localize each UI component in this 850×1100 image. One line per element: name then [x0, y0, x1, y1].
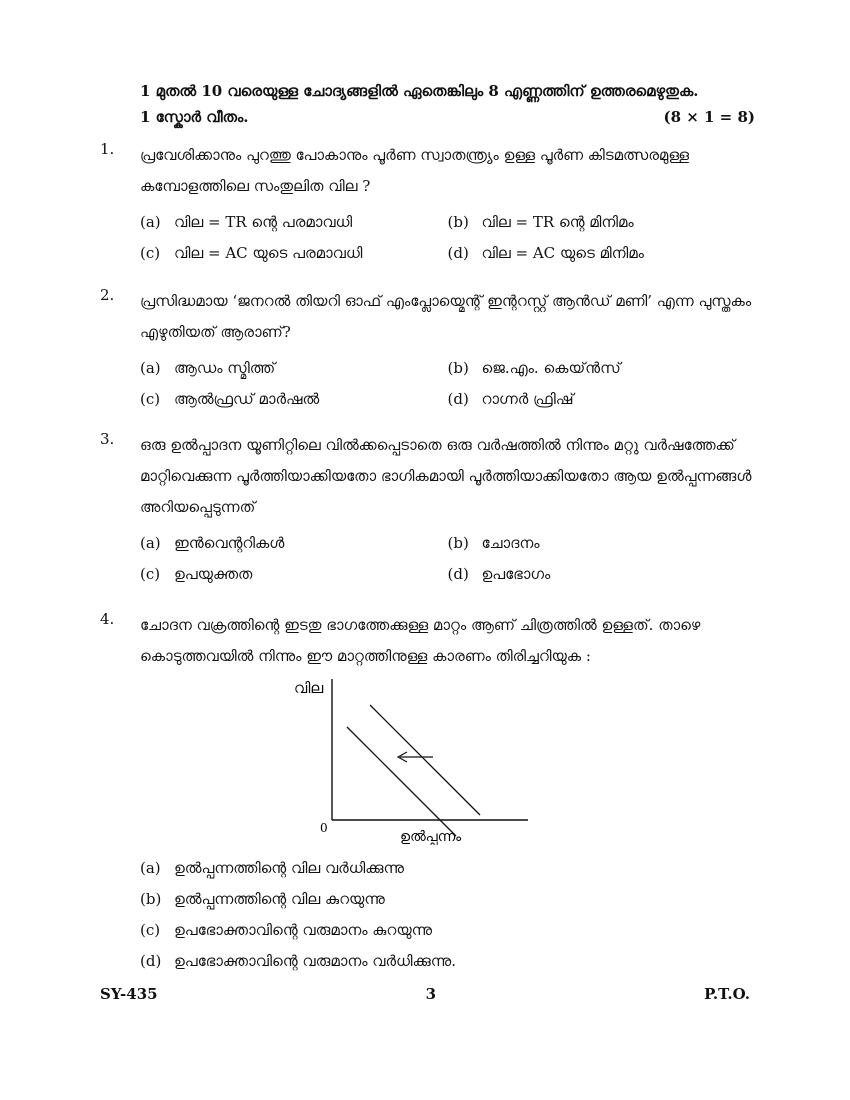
- question-3: [100, 430, 755, 589]
- instructions: [140, 82, 755, 126]
- question-text: പ്രസിദ്ധമായ ‘ജനറൽ തിയറി ഓഫ് എംപ്ലോയ്മെന്റ് ഇന്ററസ്റ്റ് ആൻഡ് മണി’ എന്ന പുസ്തകം എഴുതിയത് ആരാണ്?: [140, 292, 752, 341]
- page-footer: [100, 985, 750, 1003]
- option-c: (c) ഉപഭോക്താവിന്റെ വരുമാനം കുറയുന്നു: [140, 920, 433, 939]
- option-a: (a) വില = TR ന്റെ പരമാവധി: [140, 212, 353, 231]
- option-b: (b) ജെ.എം. കെയ്ൻസ്: [447, 358, 621, 377]
- question-number: 4.: [100, 610, 115, 628]
- x-axis-label: ഉൽപ്പന്നം: [400, 829, 462, 845]
- option-a: (a) ആഡം സ്മിത്ത്: [140, 358, 276, 377]
- page-number: 3: [425, 985, 437, 1003]
- question-2: [100, 286, 755, 414]
- demand-shift-diagram: [290, 675, 540, 845]
- question-4-options: [100, 848, 755, 976]
- option-a: (a) ഇൻവെന്ററികൾ: [140, 533, 285, 552]
- question-4: [100, 610, 755, 672]
- pto-label: P.T.O.: [704, 985, 750, 1003]
- paper-code: SY-435: [100, 985, 158, 1003]
- option-b: (b) ഉൽപ്പന്നത്തിന്റെ വില കുറയുന്നു: [140, 889, 385, 908]
- origin-label: 0: [320, 821, 328, 835]
- option-c: (c) വില = AC യുടെ പരമാവധി: [140, 243, 363, 262]
- option-a: (a) ഉൽപ്പന്നത്തിന്റെ വില വർധിക്കുന്നു: [140, 858, 404, 877]
- option-c: (c) ആൽഫ്രഡ് മാർഷൽ: [140, 389, 320, 408]
- question-1: [100, 140, 755, 268]
- score-each: 1 സ്കോർ വീതം.: [140, 108, 249, 126]
- question-text: ചോദന വക്രത്തിന്റെ ഇടതു ഭാഗത്തേക്കുള്ള മാറ്റം ആണ് ചിത്രത്തിൽ ഉള്ളത്. താഴെ കൊടുത്തവയിൽ നിന്നും ഈ മാറ്റത്തിനുള്ള കാരണം തിരിച്ചറിയുക :: [140, 616, 701, 665]
- option-b: (b) വില = TR ന്റെ മിനിമം: [447, 212, 634, 231]
- question-text: പ്രവേശിക്കാനും പുറത്തു പോകാനും പൂർണ സ്വാതന്ത്ര്യം ഉള്ള പൂർണ കിടമത്സരമുള്ള കമ്പോളത്തിലെ സംതുലിത വില ?: [140, 146, 690, 195]
- y-axis-label: വില: [294, 679, 324, 697]
- question-number: 2.: [100, 286, 115, 304]
- question-number: 3.: [100, 430, 115, 448]
- question-text: ഒരു ഉൽപ്പാദന യൂണിറ്റിലെ വിൽക്കപ്പെടാതെ ഒരു വർഷത്തിൽ നിന്നും മറ്റു വർഷത്തേക്ക് മാറ്റിവെക്കുന്ന പൂർത്തിയാക്കിയതോ ഭാഗികമായി പൂർത്തിയാക്കിയതോ ആയ ഉൽപ്പന്നങ്ങൾ അറിയപ്പെടുന്നത്: [140, 436, 752, 516]
- total-score: (8 × 1 = 8): [663, 108, 755, 126]
- option-c: (c) ഉപയുക്തത: [140, 564, 253, 583]
- option-d: (d) വില = AC യുടെ മിനിമം: [447, 243, 644, 262]
- option-d: (d) ഉപഭോഗം: [447, 564, 551, 583]
- original-demand-curve: [370, 705, 480, 815]
- option-d: (d) ഉപഭോക്താവിന്റെ വരുമാനം വർധിക്കുന്നു.: [140, 951, 456, 970]
- instructions-line1: 1 മുതൽ 10 വരെയുള്ള ചോദ്യങ്ങളിൽ ഏതെങ്കിലും 8 എണ്ണത്തിന് ഉത്തരമെഴുതുക.: [140, 82, 699, 100]
- question-number: 1.: [100, 140, 115, 158]
- option-d: (d) റാഗ്നർ ഫ്രിഷ്: [447, 389, 574, 408]
- option-b: (b) ചോദനം: [447, 533, 540, 552]
